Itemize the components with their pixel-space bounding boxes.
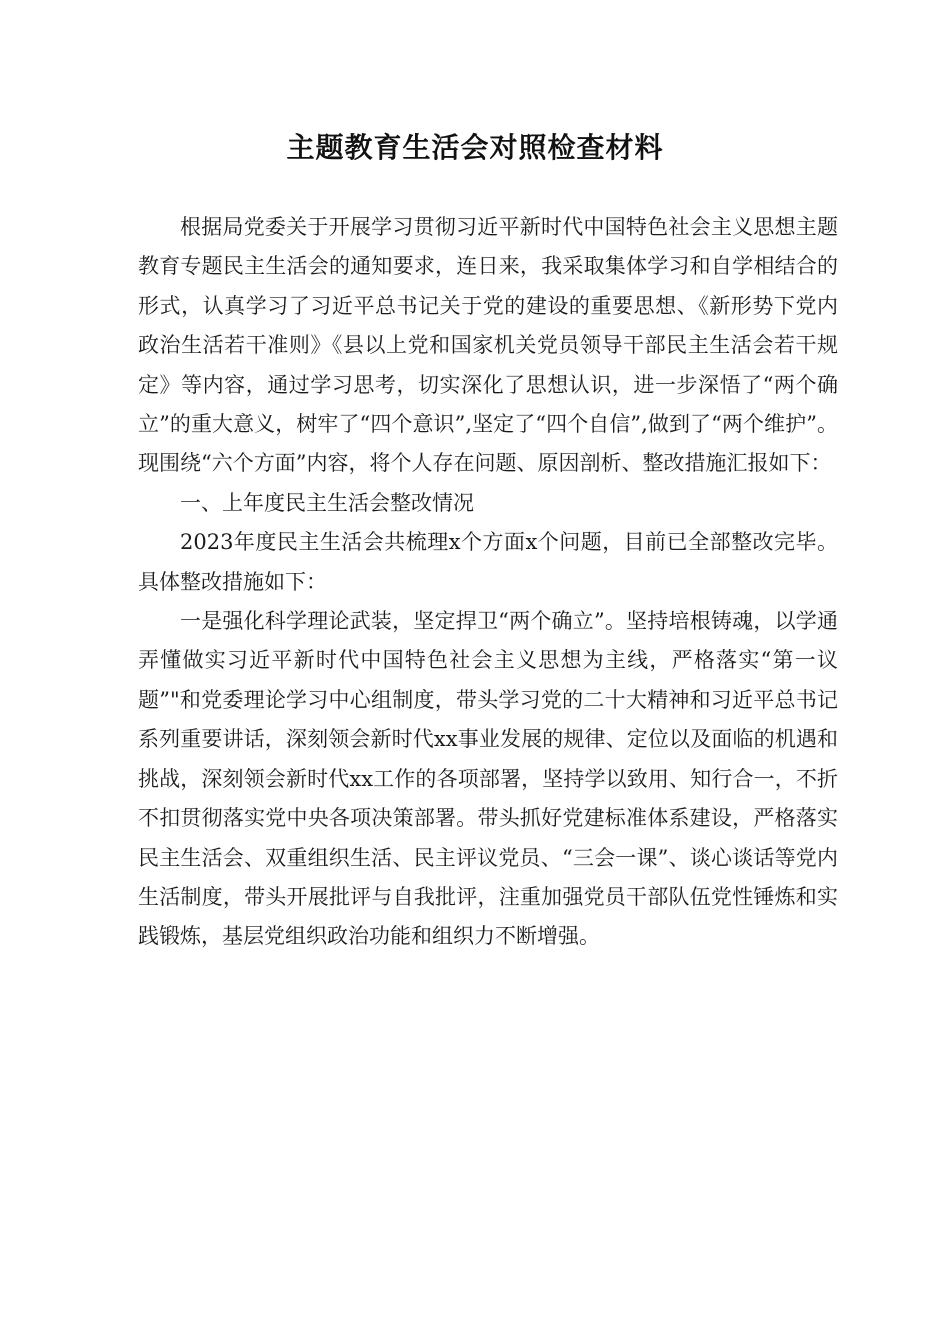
- document-body: [138, 208, 838, 957]
- paragraph-measure-one: 一是强化科学理论武装，坚定捍卫“两个确立”。坚持培根铸魂，以学通弄懂做实习近平新时代中国特色社会主义思想为主线，严格落实“第一议题”"和党委理论学习中心组制度，带头学习党的二十大精神和习近平总书记系列重要讲话，深刻领会新时代xx事业发展的规律、定位以及面临的机遇和挑战，深刻领会新时代xx工作的各项部署，坚持学以致用、知行合一，不折不扣贯彻落实党中央各项决策部署。带头抓好党建标准体系建设，严格落实民主生活会、双重组织生活、民主评议党员、“三会一课”、谈心谈话等党内生活制度，带头开展批评与自我批评，注重加强党员干部队伍党性锤炼和实践锻炼，基层党组织政治功能和组织力不断增强。: [138, 609, 838, 949]
- paragraph-summary: 2023年度民主生活会共梳理x个方面x个问题，目前已全部整改完毕。具体整改措施如下：: [138, 530, 838, 594]
- document-title: 主题教育生活会对照检查材料: [286, 131, 664, 164]
- section-heading: 一、上年度民主生活会整改情况: [180, 490, 474, 515]
- paragraph-intro: 根据局党委关于开展学习贯彻习近平新时代中国特色社会主义思想主题教育专题民主生活会的通知要求，连日来，我采取集体学习和自学相结合的形式，认真学习了习近平总书记关于党的建设的重要思想、《新形势下党内政治生活若干准则》《县以上党和国家机关党员领导干部民主生活会若干规定》等内容，通过学习思考，切实深化了思想认识，进一步深悟了“两个确立”的重大意义，树牢了“四个意识”,坚定了“四个自信”,做到了“两个维护”。现围绕“六个方面”内容，将个人存在问题、原因剖析、整改措施汇报如下：: [138, 215, 838, 476]
